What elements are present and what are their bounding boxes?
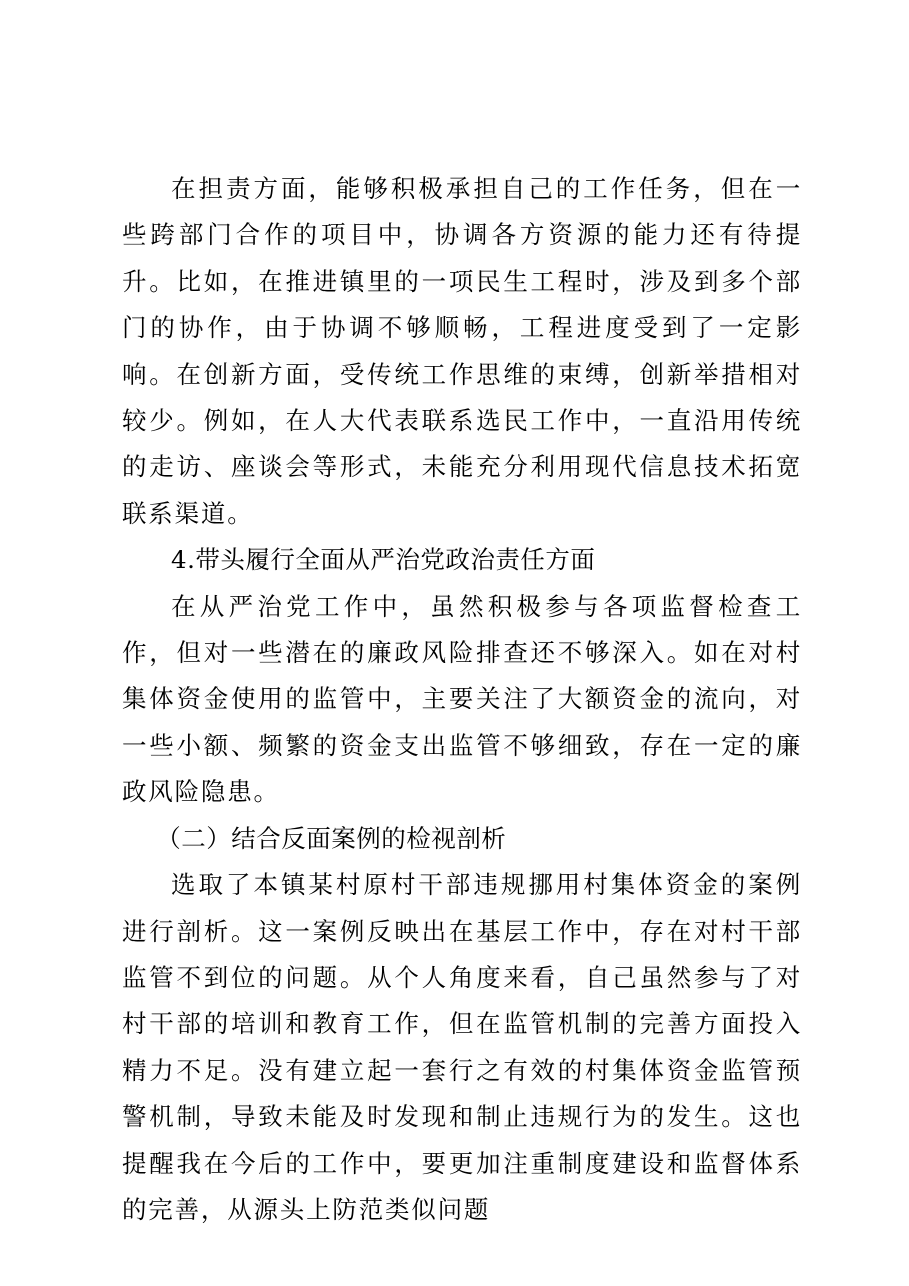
section-heading-party-discipline: 4.带头履行全面从严治党政治责任方面 — [171, 545, 596, 575]
section-heading-case-analysis: （二）结合反面案例的检视剖析 — [156, 823, 507, 853]
paragraph-party-discipline: 在从严治党工作中，虽然积极参与各项监督检查工作，但对一些潜在的廉政风险排查还不够深入。如在对村集体资金使用的监管中，主要关注了大额资金的流向，对一些小额、频繁的资金支出监管不够细致，存在一定的廉政风险隐患。 — [122, 591, 802, 807]
document-body — [122, 166, 802, 1233]
paragraph-responsibility-innovation: 在担责方面，能够积极承担自己的工作任务，但在一些跨部门合作的项目中，协调各方资源的能力还有待提升。比如，在推进镇里的一项民生工程时，涉及到多个部门的协作，由于协调不够顺畅，工程进度受到了一定影响。在创新方面，受传统工作思维的束缚，创新举措相对较少。例如，在人大代表联系选民工作中，一直沿用传统的走访、座谈会等形式，未能充分利用现代信息技术拓宽联系渠道。 — [122, 174, 802, 528]
paragraph-case-analysis: 选取了本镇某村原村干部违规挪用村集体资金的案例进行剖析。这一案例反映出在基层工作中，存在对村干部监管不到位的问题。从个人角度来看，自己虽然参与了对村干部的培训和教育工作，但在监管机制的完善方面投入精力不足。没有建立起一套行之有效的村集体资金监管预警机制，导致未能及时发现和制止违规行为的发生。这也提醒我在今后的工作中，要更加注重制度建设和监督体系的完善，从源头上防范类似问题 — [122, 870, 802, 1224]
